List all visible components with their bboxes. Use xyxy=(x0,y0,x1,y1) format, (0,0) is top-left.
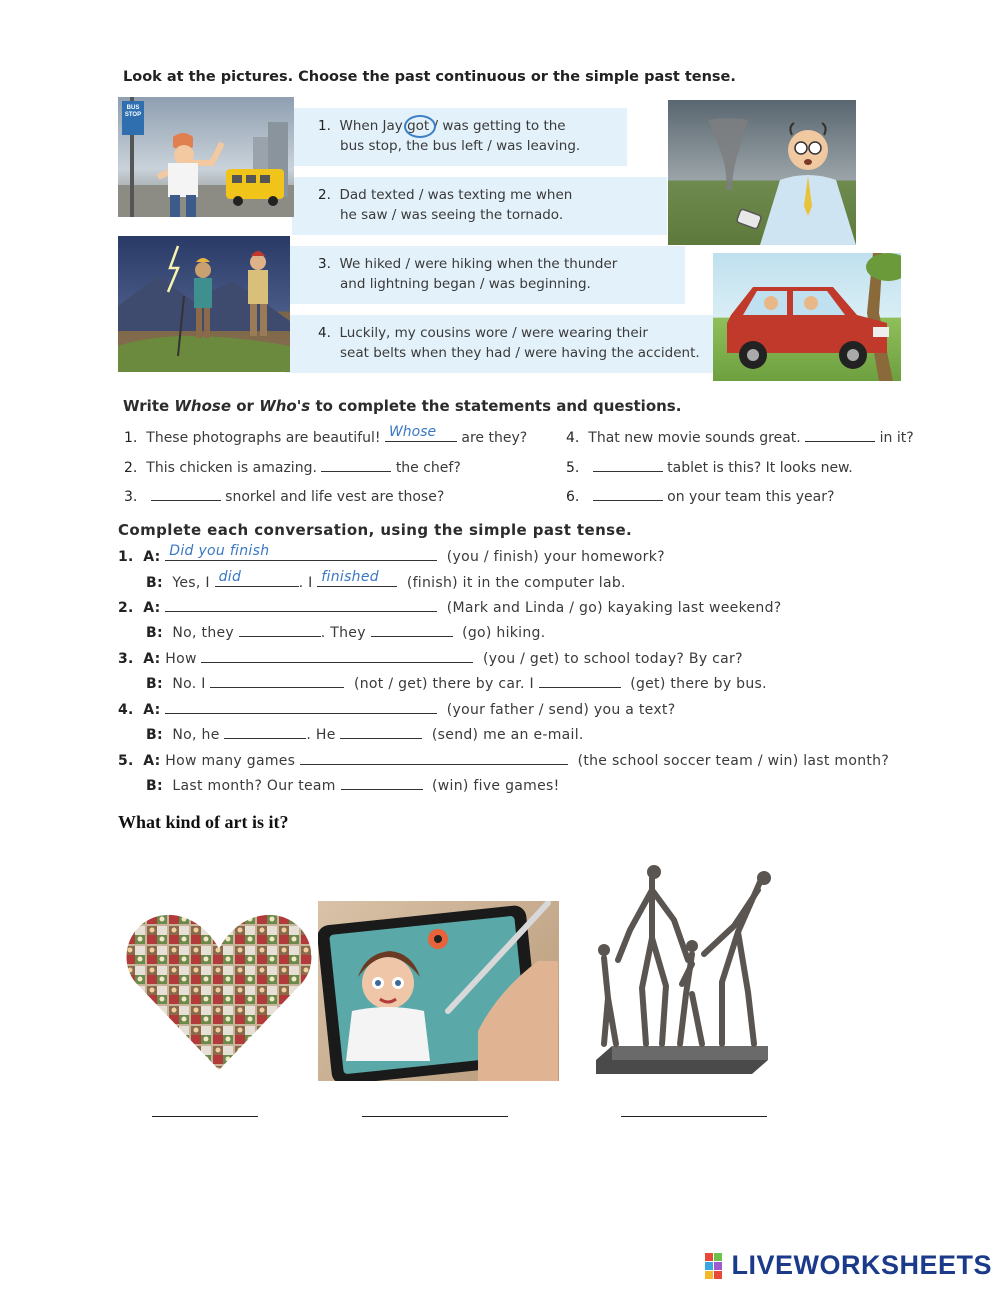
whose-item-3: 3. snorkel and life vest are those? xyxy=(124,486,444,505)
sentence-2 xyxy=(318,185,572,225)
conversation-1-b: B: Yes, I did . I finished (finish) it in the computer lab. xyxy=(146,569,626,591)
conversation-2-a: 2. A: (Mark and Linda / go) kayaking last weekend? xyxy=(118,597,782,616)
conversation-4-b: B: No, he . He (send) me an e-mail. xyxy=(146,724,584,743)
conversation-5-a: 5. A: How many games (the school soccer team / win) last month? xyxy=(118,750,889,769)
sentence-line: Luckily, my cousins wore / were wearing their xyxy=(339,325,648,341)
answer-blank[interactable] xyxy=(539,673,621,688)
section3-title: Complete each conversation, using the simple past tense. xyxy=(118,521,633,539)
answer-blank[interactable] xyxy=(210,673,344,688)
answer-blank[interactable] xyxy=(341,775,423,790)
answer-blank[interactable] xyxy=(165,543,437,561)
answer-blank[interactable] xyxy=(340,724,422,739)
sentence-4 xyxy=(318,323,700,363)
hiking-storm-picture xyxy=(118,236,290,372)
sentence-line: and lightning began / was beginning. xyxy=(340,276,591,292)
sentence-line: seat belts when they had / were having the accident. xyxy=(340,345,700,361)
conversation-3-a: 3. A: How (you / get) to school today? By car? xyxy=(118,648,743,667)
conversation-4-a: 4. A: (your father / send) you a text? xyxy=(118,699,675,718)
digital-art-tablet-picture xyxy=(318,901,559,1081)
answer-blank[interactable] xyxy=(321,457,391,472)
sentence-line: Dad texted / was texting me when xyxy=(339,187,573,203)
liveworksheets-logo-text: LIVEWORKSHEETS xyxy=(731,1250,992,1280)
sentence-line: he saw / was seeing the tornado. xyxy=(340,207,564,223)
sentence-number: 3. xyxy=(318,256,331,272)
answer-blank[interactable] xyxy=(201,648,473,663)
answer-blank[interactable] xyxy=(224,724,306,739)
whose-item-2: 2. This chicken is amazing. the chef? xyxy=(124,457,461,476)
conversation-5-b: B: Last month? Our team (win) five games! xyxy=(146,775,560,794)
sentence-1 xyxy=(318,116,580,156)
art-answer-line-2[interactable] xyxy=(362,1116,508,1117)
answer-blank[interactable] xyxy=(151,486,221,501)
answer-circle xyxy=(404,115,436,138)
answer-blank[interactable] xyxy=(239,622,321,637)
answer-handwriting: Whose xyxy=(388,424,437,440)
section2-title: Write Whose or Who's to complete the statements and questions. xyxy=(123,397,682,415)
art-answer-line-1[interactable] xyxy=(152,1116,258,1117)
sentence-line: We hiked / were hiking when the thunder xyxy=(339,256,618,272)
answer-handwriting: finished xyxy=(321,569,379,585)
sentence-line: bus stop, the bus left / was leaving. xyxy=(340,138,581,154)
answer-blank[interactable] xyxy=(593,486,663,501)
sculpture-picture xyxy=(586,860,776,1076)
answer-blank[interactable] xyxy=(215,569,299,587)
sentence-3 xyxy=(318,254,617,294)
answer-blank[interactable] xyxy=(385,424,457,442)
answer-blank[interactable] xyxy=(593,457,663,472)
bus-stop-picture xyxy=(118,97,294,217)
conversation-1-a: 1. A: Did you finish (you / finish) your homework? xyxy=(118,543,665,565)
conversation-3-b: B: No. I (not / get) there by car. I (get) there by bus. xyxy=(146,673,767,692)
car-accident-picture xyxy=(713,253,901,381)
conversation-2-b: B: No, they . They (go) hiking. xyxy=(146,622,545,641)
answer-blank[interactable] xyxy=(371,622,453,637)
sentence-number: 4. xyxy=(318,325,331,341)
answer-handwriting: did xyxy=(218,569,242,585)
answer-blank[interactable] xyxy=(317,569,397,587)
answer-blank[interactable] xyxy=(165,597,437,612)
whose-item-4: 4. That new movie sounds great. in it? xyxy=(566,427,914,446)
liveworksheets-logo-icon xyxy=(705,1253,731,1279)
tornado-picture xyxy=(668,100,856,245)
photo-collage-heart-picture xyxy=(124,905,314,1075)
sentence-line: When Jay got / was getting to the xyxy=(339,118,566,134)
section1-instruction: Look at the pictures. Choose the past continuous or the simple past tense. xyxy=(123,69,736,85)
whose-item-5: 5. tablet is this? It looks new. xyxy=(566,457,853,476)
answer-handwriting: Did you finish xyxy=(169,543,270,559)
answer-blank[interactable] xyxy=(805,427,875,442)
section4-title: What kind of art is it? xyxy=(118,812,289,832)
liveworksheets-logo xyxy=(705,1250,992,1281)
sentence-number: 1. xyxy=(318,118,331,134)
sentence-number: 2. xyxy=(318,187,331,203)
whose-item-1: 1. These photographs are beautiful! Whose are they? xyxy=(124,424,528,446)
art-answer-line-3[interactable] xyxy=(621,1116,767,1117)
answer-blank[interactable] xyxy=(300,750,568,765)
whose-item-6: 6. on your team this year? xyxy=(566,486,834,505)
answer-blank[interactable] xyxy=(165,699,437,714)
bus-stop-sign-text: BUS STOP xyxy=(124,105,142,118)
